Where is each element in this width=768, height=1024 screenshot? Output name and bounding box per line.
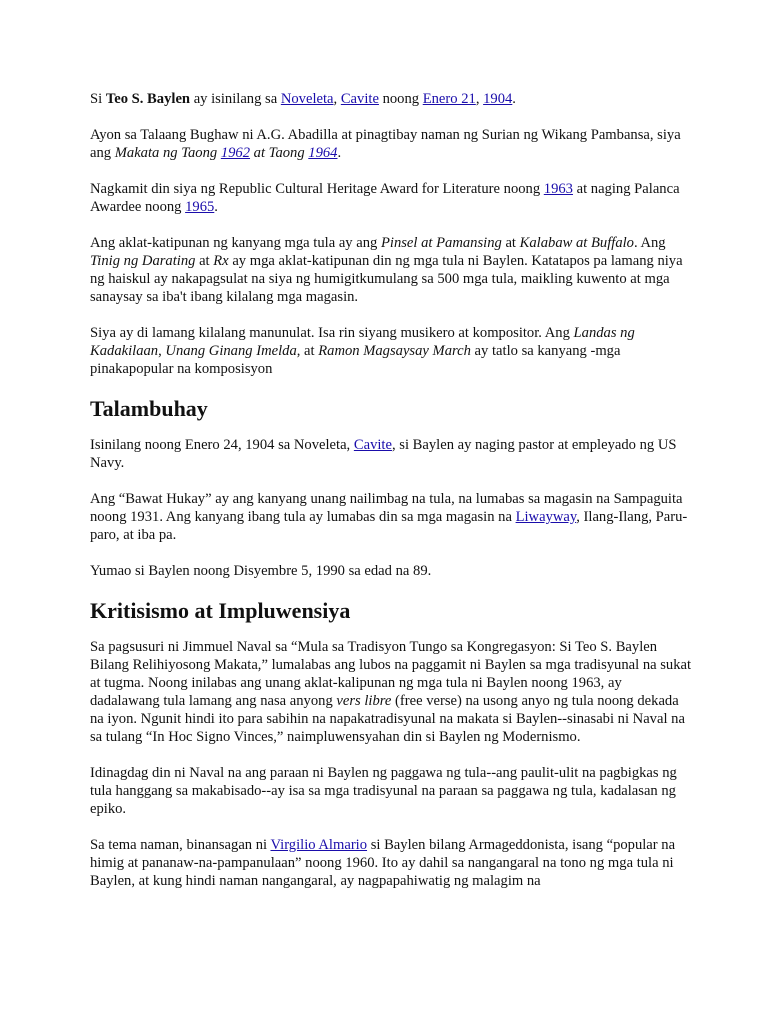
- text-span: si Baylen bilang Armageddonista, isang “popular na himig at pananaw-na-pampanulaan” noong 1960. Ito ay dahil sa nangangaral na tono ng mga tula ni Baylen, at kung hindi naman nangangaral, ay nagpapahiwatig ng malagim na: [90, 837, 676, 889]
- text-span: , Ilang-Ilang, Paru-paro, at iba pa.: [90, 509, 688, 543]
- critique-paragraph: [90, 638, 692, 746]
- link-1963[interactable]: 1963: [543, 181, 573, 197]
- music-paragraph: [90, 324, 692, 378]
- text-span: at: [501, 235, 520, 251]
- awards-paragraph: [90, 126, 692, 162]
- link-1962[interactable]: 1962: [220, 145, 251, 161]
- link-liwayway[interactable]: Liwayway: [515, 509, 577, 525]
- text-span: (free verse) na usong anyo ng tula noong dekada na iyon. Ngunit hindi ito para sabihin na napakatradisyunal na makata si Baylen--sinasabi ni Naval na sa tulang “In Hoc Signo Vinces,” naimpluwensyahan din si Baylen ng Modernismo.: [90, 693, 685, 745]
- text-span: .: [214, 199, 218, 215]
- italic-text: at Taong: [250, 145, 309, 161]
- text-span: .: [337, 145, 342, 161]
- heritage-award-paragraph: [90, 180, 692, 216]
- book-title: Tinig ng Darating: [90, 253, 196, 269]
- section-heading-talambuhay: Talambuhay: [90, 396, 208, 421]
- text-span: ,: [475, 91, 484, 107]
- link-1964[interactable]: 1964: [308, 145, 338, 161]
- text-span: , si Baylen ay naging pastor at empleyado ng US Navy.: [90, 437, 677, 471]
- italic-text: vers libre: [336, 693, 392, 709]
- text-span: Sa tema naman, binansagan ni: [90, 837, 271, 853]
- text-span: at naging Palanca Awardee noong: [90, 181, 680, 215]
- link-cavite[interactable]: Cavite: [340, 91, 379, 107]
- link-1904[interactable]: 1904: [483, 91, 513, 107]
- theme-paragraph: [90, 836, 692, 890]
- text-span: ,: [333, 91, 341, 107]
- composition-title: Landas ng Kadakilaan: [90, 325, 635, 359]
- section-heading-kritisismo: Kritisismo at Impluwensiya: [90, 598, 351, 623]
- text-span: Ang “Bawat Hukay” ay ang kanyang unang nailimbag na tula, na lumabas sa magasin na Sampaguita noong 1931. Ang kanyang ibang tula ay lumabas din sa mga magasin na: [90, 491, 683, 525]
- book-title: Pinsel at Pamansing: [380, 235, 502, 251]
- intro-paragraph: [90, 90, 692, 108]
- italic-text: Makata ng Taong: [114, 145, 221, 161]
- subject-name: Teo S. Baylen: [105, 91, 191, 107]
- text-span: Isinilang noong Enero 24, 1904 sa Noveleta,: [90, 437, 354, 453]
- birth-paragraph: [90, 436, 692, 472]
- composition-title: Unang Ginang Imelda: [165, 343, 297, 359]
- books-paragraph: [90, 234, 692, 306]
- method-paragraph: Idinagdag din ni Naval na ang paraan ni Baylen ng paggawa ng tula--ang paulit-ulit na pagbigkas ng tula hanggang sa makabisado--ay isa sa mga tradisyunal na paraan sa paggawa ng tula, kadalasan ng epiko.: [90, 765, 677, 817]
- text-span: ay tatlo sa kanyang -mga pinakapopular na komposisyon: [90, 343, 621, 377]
- link-cavite[interactable]: Cavite: [353, 437, 392, 453]
- text-span: Siya ay di lamang kilalang manunulat. Isa rin siyang musikero at kompositor. Ang: [90, 325, 574, 341]
- text-span: ay mga aklat-katipunan din ng mga tula ni Baylen. Katatapos pa lamang niya ng haiskul ay nakapagsulat na siya ng humigitkumulang sa 500 mga tula, maikling kuwento at mga sanaysay sa iba't ibang kilalang mga magasin.: [90, 253, 683, 305]
- text-span: Si: [90, 91, 106, 107]
- text-span: noong: [378, 91, 423, 107]
- text-span: at: [195, 253, 214, 269]
- link-enero-21[interactable]: Enero 21: [422, 91, 476, 107]
- text-span: Ayon sa Talaang Bughaw ni A.G. Abadilla at pinagtibay naman ng Surian ng Wikang Pambansa, siya ang: [90, 127, 681, 161]
- link-virgilio-almario[interactable]: Virgilio Almario: [270, 837, 368, 853]
- first-poem-paragraph: [90, 490, 692, 544]
- text-span: . Ang: [633, 235, 666, 251]
- text-span: , at: [296, 343, 319, 359]
- link-noveleta[interactable]: Noveleta: [280, 91, 334, 107]
- book-title: Rx: [213, 253, 229, 269]
- text-span: ay isinilang sa: [190, 91, 281, 107]
- book-title: Kalabaw at Buffalo: [519, 235, 634, 251]
- composition-title: Ramon Magsaysay March: [318, 343, 471, 359]
- death-paragraph: Yumao si Baylen noong Disyembre 5, 1990 sa edad na 89.: [90, 563, 432, 579]
- text-span: Sa pagsusuri ni Jimmuel Naval sa “Mula sa Tradisyon Tungo sa Kongregasyon: Si Teo S. Baylen Bilang Relihiyosong Makata,” lumalabas ang lubos na paggamit ni Baylen sa mga tradisyunal na sukat at tugma. Noong inilabas ang unang aklat-kalipunan ng mga tula ni Baylen noong 1963, ay dadalawang tula lamang ang nasa anyong: [90, 639, 692, 709]
- text-span: Nagkamit din siya ng Republic Cultural Heritage Award for Literature noong: [90, 181, 544, 197]
- text-span: ,: [158, 343, 166, 359]
- text-span: .: [512, 91, 516, 107]
- link-1965[interactable]: 1965: [185, 199, 215, 215]
- text-span: Ang aklat-katipunan ng kanyang mga tula ay ang: [90, 235, 381, 251]
